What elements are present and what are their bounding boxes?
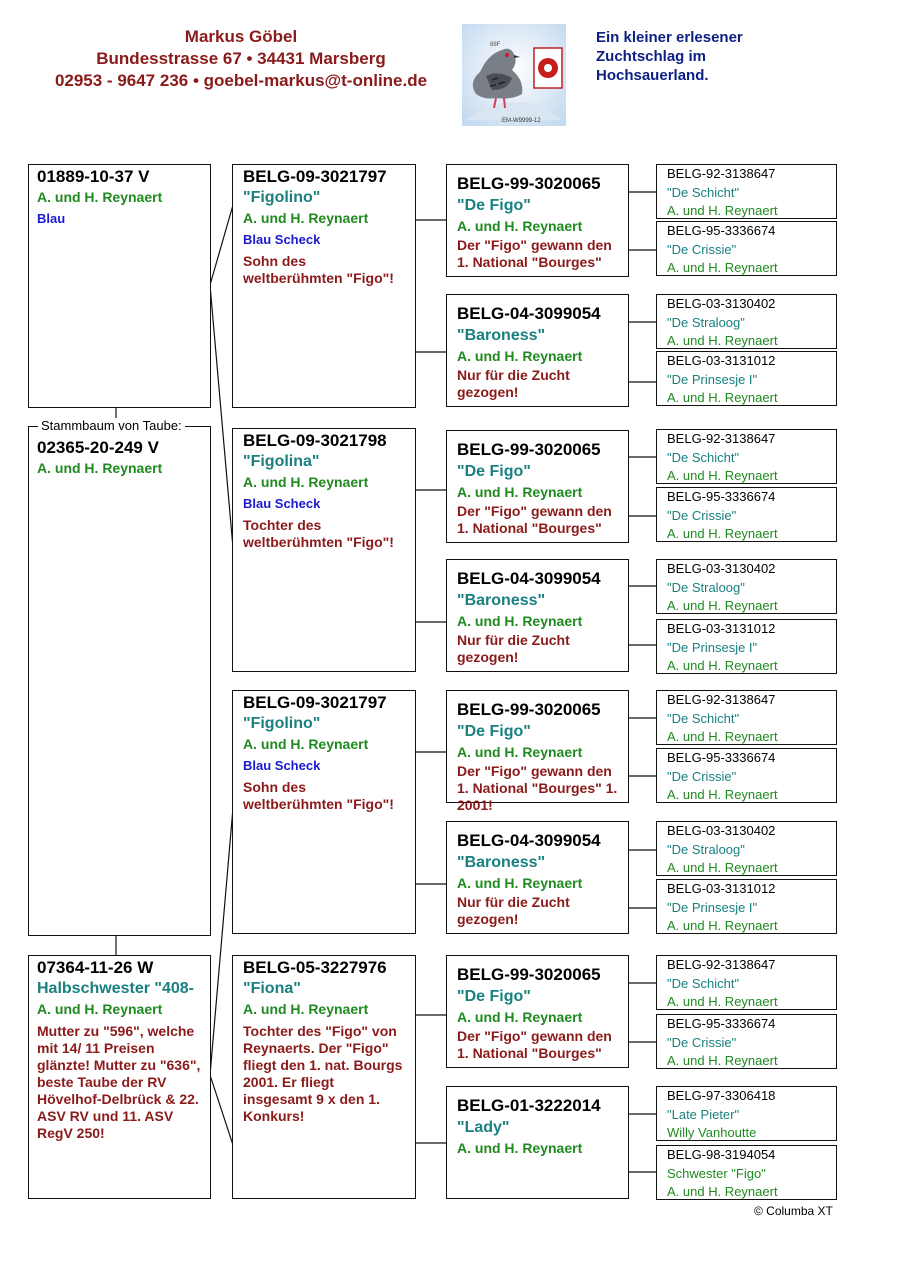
color: Blau Scheck bbox=[243, 496, 321, 511]
breeder: A. und H. Reynaert bbox=[457, 348, 583, 364]
ancestor-card[interactable] bbox=[656, 1086, 837, 1141]
grandparent-card[interactable] bbox=[232, 690, 416, 934]
ring-number: BELG-05-3227976 bbox=[243, 958, 387, 977]
ancestor-card[interactable] bbox=[656, 221, 837, 276]
ring-number: BELG-03-3131012 bbox=[667, 881, 776, 896]
pigeon-name: "De Schicht" bbox=[667, 184, 740, 200]
description: Der "Figo" gewann den 1. National "Bourges" bbox=[457, 1028, 612, 1061]
pigeon-name: "De Prinsesje I" bbox=[667, 899, 758, 915]
pigeon-name: "De Straloog" bbox=[667, 314, 745, 330]
ring-number: BELG-99-3020065 bbox=[457, 440, 601, 459]
breeder: A. und H. Reynaert bbox=[37, 189, 163, 205]
ring-number: 07364-11-26 W bbox=[37, 958, 154, 977]
ancestor-card[interactable] bbox=[656, 351, 837, 406]
ancestor-card[interactable] bbox=[656, 559, 837, 614]
ancestor-card[interactable] bbox=[656, 429, 837, 484]
svg-text:88F: 88F bbox=[490, 42, 501, 48]
pigeon-name: "De Prinsesje I" bbox=[667, 371, 758, 387]
description: Der "Figo" gewann den 1. National "Bourges" bbox=[457, 237, 612, 270]
ancestor-card[interactable] bbox=[656, 487, 837, 542]
ring-number: BELG-04-3099054 bbox=[457, 569, 601, 588]
ring-number: BELG-09-3021797 bbox=[243, 693, 387, 712]
breeder: A. und H. Reynaert bbox=[667, 1053, 778, 1068]
ring-number: BELG-92-3138647 bbox=[667, 166, 776, 181]
pigeon-name: "De Crissie" bbox=[667, 507, 737, 523]
breeder: A. und H. Reynaert bbox=[667, 860, 778, 875]
pigeon-name: "Baroness" bbox=[457, 854, 546, 871]
ring-number: BELG-03-3130402 bbox=[667, 296, 776, 311]
breeder: A. und H. Reynaert bbox=[667, 526, 778, 541]
pigeon-name: "De Figo" bbox=[457, 197, 531, 214]
motto: Ein kleiner erlesener Zuchtschlag im Hochsauerland. bbox=[596, 29, 743, 84]
description: Nur für die Zucht gezogen! bbox=[457, 894, 570, 927]
ancestor-card[interactable] bbox=[656, 164, 837, 219]
ring-number: BELG-01-3222014 bbox=[457, 1096, 601, 1115]
great-grandparent-card[interactable] bbox=[446, 559, 629, 672]
breeder: A. und H. Reynaert bbox=[457, 1009, 583, 1025]
ring-number: BELG-99-3020065 bbox=[457, 174, 601, 193]
ring-number: BELG-95-3336674 bbox=[667, 750, 776, 765]
description: Schwester "Figo" bbox=[667, 1165, 766, 1181]
breeder: A. und H. Reynaert bbox=[667, 787, 778, 802]
ancestor-card[interactable] bbox=[656, 294, 837, 349]
description: Nur für die Zucht gezogen! bbox=[457, 632, 570, 665]
breeder: A. und H. Reynaert bbox=[667, 729, 778, 744]
color: Blau Scheck bbox=[243, 232, 321, 247]
subject-card[interactable] bbox=[28, 426, 211, 936]
ring-number: BELG-92-3138647 bbox=[667, 431, 776, 446]
pigeon-name: "Fiona" bbox=[243, 980, 301, 997]
description: Sohn des weltberühmten "Figo"! bbox=[243, 779, 394, 812]
ring-number: BELG-92-3138647 bbox=[667, 957, 776, 972]
great-grandparent-card[interactable] bbox=[446, 821, 629, 934]
grandparent-card[interactable] bbox=[232, 428, 416, 672]
ring-number: BELG-09-3021798 bbox=[243, 431, 387, 450]
breeder: A. und H. Reynaert bbox=[667, 390, 778, 405]
color: Blau Scheck bbox=[243, 758, 321, 773]
description: Sohn des weltberühmten "Figo"! bbox=[243, 253, 394, 286]
breeder-name: Markus Göbel bbox=[184, 27, 298, 46]
dam-card[interactable] bbox=[28, 955, 211, 1199]
ancestor-card[interactable] bbox=[656, 955, 837, 1010]
great-grandparent-card[interactable] bbox=[446, 1086, 629, 1199]
copyright-footer: © Columba XT bbox=[754, 1204, 833, 1218]
breeder: A. und H. Reynaert bbox=[667, 203, 778, 218]
svg-text:EM-W9999-12: EM-W9999-12 bbox=[502, 118, 541, 124]
pigeon-name: "De Figo" bbox=[457, 988, 531, 1005]
pigeon-name: "De Straloog" bbox=[667, 579, 745, 595]
ring-number: BELG-04-3099054 bbox=[457, 304, 601, 323]
description: Der "Figo" gewann den 1. National "Bourges" bbox=[457, 503, 612, 536]
ancestor-card[interactable] bbox=[656, 690, 837, 745]
subject-label: Stammbaum von Taube: bbox=[38, 418, 185, 433]
breeder: A. und H. Reynaert bbox=[457, 875, 583, 891]
breeder-address: Bundesstrasse 67 • 34431 Marsberg bbox=[96, 49, 386, 68]
color: Blau bbox=[37, 211, 66, 226]
pigeon-name: "Figolino" bbox=[243, 189, 321, 206]
pigeon-name: "De Crissie" bbox=[667, 241, 737, 257]
description: Mutter zu "596", welche mit 14/ 11 Preisen glänzte! Mutter zu "636", beste Taube der RV Hövelhof-Delbrück & 22. ASV RV und 11. ASV RegV 250! bbox=[37, 1023, 201, 1141]
breeder: A. und H. Reynaert bbox=[667, 598, 778, 613]
grandparent-card[interactable] bbox=[232, 955, 416, 1199]
great-grandparent-card[interactable] bbox=[446, 955, 629, 1068]
ring-number: BELG-04-3099054 bbox=[457, 831, 601, 850]
ring-number: BELG-99-3020065 bbox=[457, 965, 601, 984]
ring-number: BELG-09-3021797 bbox=[243, 167, 387, 186]
description: Tochter des "Figo" von Reynaerts. Der "Figo" fliegt den 1. nat. Bourgs 2001. Er fliegt insgesamt 9 x den 1. Konkurs! bbox=[243, 1023, 403, 1124]
breeder: Willy Vanhoutte bbox=[667, 1125, 757, 1140]
pigeon-name: "De Schicht" bbox=[667, 975, 740, 991]
ring-number: BELG-03-3130402 bbox=[667, 561, 776, 576]
ring-number: BELG-03-3131012 bbox=[667, 353, 776, 368]
pigeon-name: "De Crissie" bbox=[667, 1034, 737, 1050]
sire-card[interactable] bbox=[28, 164, 211, 408]
subject-ring-number: 02365-20-249 V bbox=[37, 438, 159, 457]
ring-number: BELG-97-3306418 bbox=[667, 1088, 776, 1103]
grandparent-card[interactable] bbox=[232, 164, 416, 408]
breeder: A. und H. Reynaert bbox=[667, 260, 778, 275]
ancestor-card[interactable] bbox=[656, 1014, 837, 1069]
ancestor-card[interactable] bbox=[656, 748, 837, 803]
breeder-contact: 02953 - 9647 236 • goebel-markus@t-online.de bbox=[54, 71, 428, 90]
pigeon-name: "De Figo" bbox=[457, 723, 531, 740]
ring-number: BELG-99-3020065 bbox=[457, 700, 601, 719]
pigeon-name: "Lady" bbox=[457, 1119, 510, 1136]
pigeon-name: "De Prinsesje I" bbox=[667, 639, 758, 655]
breeder: A. und H. Reynaert bbox=[457, 484, 583, 500]
ancestor-card[interactable] bbox=[656, 619, 837, 674]
great-grandparent-card[interactable] bbox=[446, 294, 629, 407]
description: Nur für die Zucht gezogen! bbox=[457, 367, 570, 400]
ring-number: BELG-03-3130402 bbox=[667, 823, 776, 838]
breeder: A. und H. Reynaert bbox=[457, 1140, 583, 1156]
ancestor-card[interactable] bbox=[656, 879, 837, 934]
ring-number: BELG-98-3194054 bbox=[667, 1147, 776, 1162]
ring-number: BELG-03-3131012 bbox=[667, 621, 776, 636]
pigeon-name: "De Crissie" bbox=[667, 768, 737, 784]
breeder: A. und H. Reynaert bbox=[667, 658, 778, 673]
breeder: A. und H. Reynaert bbox=[457, 613, 583, 629]
subject-breeder: A. und H. Reynaert bbox=[37, 460, 163, 476]
pigeon-name: "Figolino" bbox=[243, 715, 321, 732]
pigeon-name: Halbschwester "408- bbox=[37, 980, 194, 997]
pigeon-name: "Baroness" bbox=[457, 327, 546, 344]
breeder: A. und H. Reynaert bbox=[667, 918, 778, 933]
breeder: A. und H. Reynaert bbox=[37, 1001, 163, 1017]
ancestor-card[interactable] bbox=[656, 821, 837, 876]
pigeon-name: "De Figo" bbox=[457, 463, 531, 480]
breeder: A. und H. Reynaert bbox=[243, 210, 369, 226]
great-grandparent-card[interactable] bbox=[446, 164, 629, 277]
ring-number: BELG-95-3336674 bbox=[667, 1016, 776, 1031]
breeder: A. und H. Reynaert bbox=[667, 468, 778, 483]
pigeon-name: "De Straloog" bbox=[667, 841, 745, 857]
description: Der "Figo" gewann den 1. National "Bourges" 1. 2001! bbox=[457, 763, 618, 813]
pigeon-name: "De Schicht" bbox=[667, 710, 740, 726]
ring-number: 01889-10-37 V bbox=[37, 167, 150, 186]
breeder: A. und H. Reynaert bbox=[243, 1001, 369, 1017]
pigeon-name: "De Schicht" bbox=[667, 449, 740, 465]
breeder: A. und H. Reynaert bbox=[457, 218, 583, 234]
ring-number: BELG-92-3138647 bbox=[667, 692, 776, 707]
pigeon-name: "Late Pieter" bbox=[667, 1106, 740, 1122]
great-grandparent-card[interactable] bbox=[446, 430, 629, 543]
breeder: A. und H. Reynaert bbox=[457, 744, 583, 760]
pigeon-name: "Figolina" bbox=[243, 453, 320, 470]
breeder: A. und H. Reynaert bbox=[667, 1184, 778, 1199]
breeder: A. und H. Reynaert bbox=[243, 736, 369, 752]
pigeon-name: "Baroness" bbox=[457, 592, 546, 609]
ring-number: BELG-95-3336674 bbox=[667, 489, 776, 504]
ancestor-card[interactable] bbox=[656, 1145, 837, 1200]
description: Tochter des weltberühmten "Figo"! bbox=[243, 517, 394, 550]
breeder: A. und H. Reynaert bbox=[243, 474, 369, 490]
ring-number: BELG-95-3336674 bbox=[667, 223, 776, 238]
great-grandparent-card[interactable] bbox=[446, 690, 629, 813]
breeder: A. und H. Reynaert bbox=[667, 333, 778, 348]
breeder: A. und H. Reynaert bbox=[667, 994, 778, 1009]
